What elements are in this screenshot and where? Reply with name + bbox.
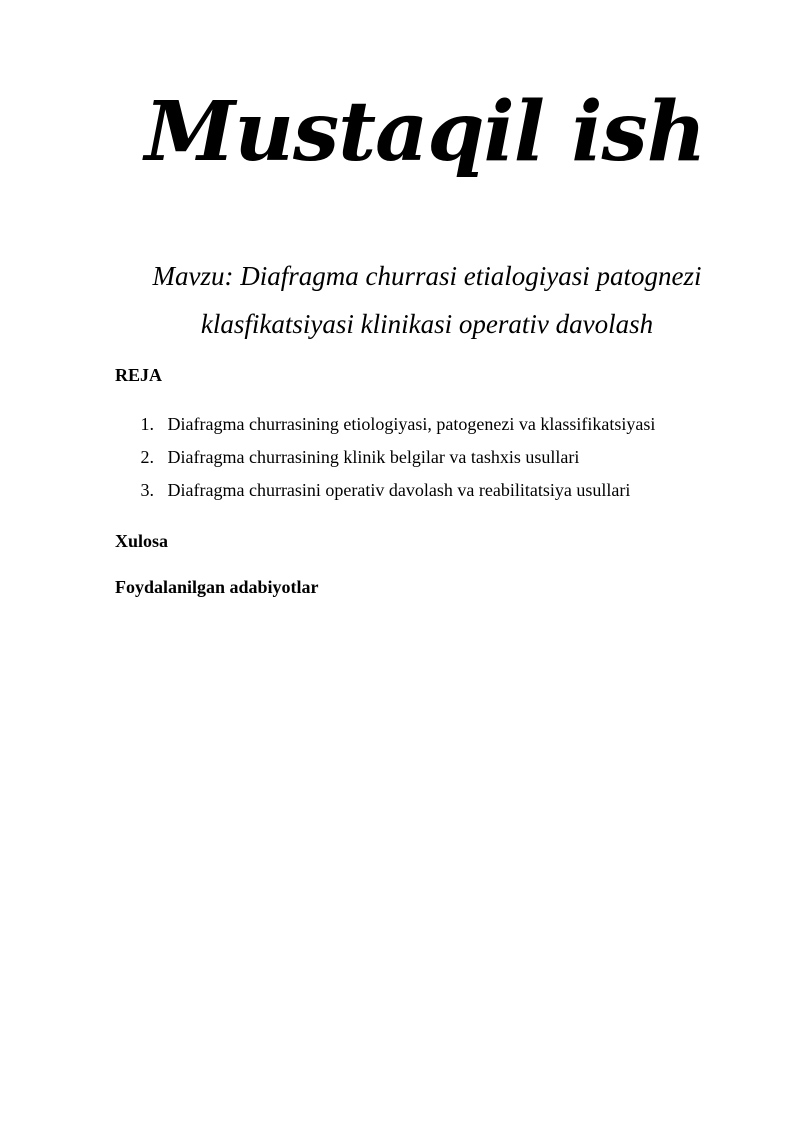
plan-item-text: Diafragma churrasining klinik belgilar va tashxis usullari <box>167 447 580 467</box>
document-subtitle <box>100 252 754 348</box>
plan-item <box>115 412 655 445</box>
subtitle-line-1: Mavzu: Diafragma churrasi etialogiyasi patognezi <box>152 261 702 291</box>
plan-list <box>115 412 655 511</box>
plan-item <box>115 445 655 478</box>
plan-item-number: 1. <box>140 414 163 434</box>
references-heading: Foydalanilgan adabiyotlar <box>115 577 319 597</box>
document-title: Mustaqil ish <box>144 84 706 180</box>
subtitle-line-2: klasfikatsiyasi klinikasi operativ davolash <box>200 309 654 339</box>
plan-item-text: Diafragma churrasining etiologiyasi, patogenezi va klassifikatsiyasi <box>167 414 656 434</box>
plan-item-number: 3. <box>140 480 163 500</box>
plan-item-text: Diafragma churrasini operativ davolash va reabilitatsiya usullari <box>167 480 631 500</box>
plan-heading: REJA <box>115 365 163 385</box>
conclusion-heading: Xulosa <box>115 531 169 551</box>
plan-item-number: 2. <box>140 447 163 467</box>
plan-item <box>115 478 655 511</box>
